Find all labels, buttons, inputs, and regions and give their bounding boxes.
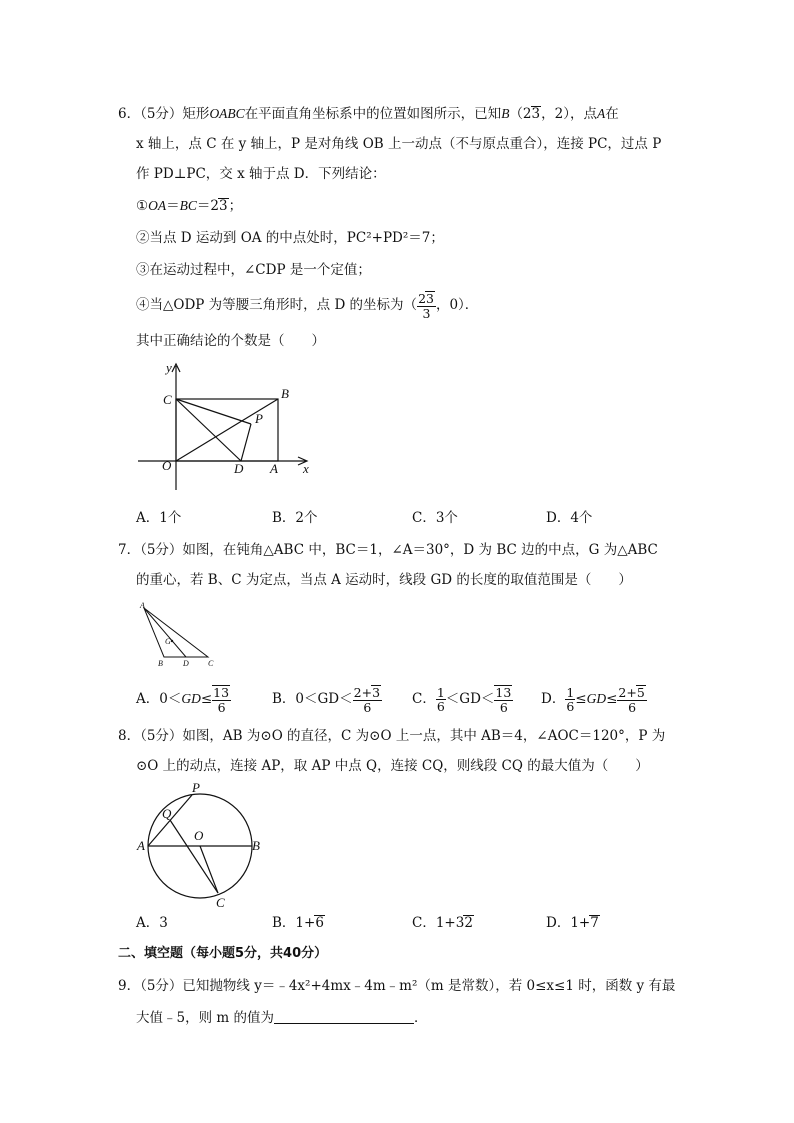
- label-D: D: [183, 659, 189, 668]
- label-A: A: [140, 601, 145, 610]
- point-G: [171, 640, 173, 642]
- q6-option-a[interactable]: A．1个: [136, 510, 182, 526]
- label-B: B: [158, 659, 163, 668]
- segment-PC: [176, 399, 251, 424]
- q7-option-a[interactable]: A．0＜GD≤ $\frac{13}{6}$: [136, 685, 230, 715]
- label-B: B: [252, 838, 260, 853]
- label-D: D: [234, 461, 244, 476]
- q8-option-d[interactable]: D．1+7: [546, 915, 599, 931]
- q8-option-b[interactable]: B．1+6: [272, 915, 324, 931]
- q6-option-c[interactable]: C．3个: [412, 510, 458, 526]
- triangle-ABC: [144, 608, 208, 657]
- q6-statement-1: ①OA＝BC＝23；: [136, 198, 243, 214]
- segment-PD: [241, 424, 251, 461]
- answer-blank[interactable]: [274, 1009, 414, 1024]
- label-G: G: [165, 637, 171, 646]
- q6-statement-3: ③在运动过程中，∠CDP 是一个定值；: [136, 262, 371, 278]
- q7-figure: [134, 600, 224, 670]
- label-C: C: [216, 895, 225, 910]
- segment-CD: [176, 399, 241, 461]
- q7-option-c[interactable]: C． $\frac{1}{6}$ ＜GD＜ $\frac{13}{6}$: [412, 685, 512, 715]
- label-x: x: [303, 461, 309, 476]
- label-A: A: [270, 461, 278, 476]
- q6-line2: x 轴上，点 C 在 y 轴上，P 是对角线 OB 上一动点（不与原点重合），连接 PC，过点 P: [136, 136, 662, 152]
- diagonal-OB: [176, 399, 278, 461]
- q8-option-c[interactable]: C．1+32: [412, 915, 473, 931]
- label-C: C: [163, 392, 172, 407]
- q6-option-b[interactable]: B．2个: [272, 510, 318, 526]
- q7-line1: 7．（5分）如图，在钝角△ABC 中，BC＝1，∠A＝30°，D 为 BC 边的中点，G 为△ABC: [118, 542, 658, 558]
- q6-question: 其中正确结论的个数是（ ）: [136, 333, 325, 349]
- median-AD: [144, 608, 186, 657]
- q6-figure: [130, 358, 320, 493]
- fraction-2sqrt3-over-3: $\frac{23}{3}$: [418, 291, 434, 321]
- q6-line1: 6．（5分）矩形OABC在平面直角坐标系中的位置如图所示，已知B（23，2），点A在: [118, 106, 619, 122]
- q7-line2: 的重心，若 B、C 为定点，当点 A 运动时，线段 GD 的长度的取值范围是（ ）: [136, 572, 632, 588]
- q7-option-b[interactable]: B．0＜GD＜ $\frac{2+3}{6}$: [272, 685, 381, 715]
- q6-option-d[interactable]: D．4个: [546, 510, 593, 526]
- q8-line2: ⊙O 上的动点，连接 AP，取 AP 中点 Q，连接 CQ，则线段 CQ 的最大值为（ ）: [136, 758, 649, 774]
- label-y: y: [166, 360, 172, 375]
- q6-line3: 作 PD⊥PC，交 x 轴于点 D．下列结论：: [136, 166, 386, 182]
- section-heading: 二、填空题（每小题5分，共40分）: [118, 946, 328, 961]
- label-C: C: [208, 659, 214, 668]
- q8-option-a[interactable]: A．3: [136, 915, 168, 931]
- q6-statement-4: ④当△ODP 为等腰三角形时，点 D 的坐标为（ $\frac{23}{3}$ ，0）．: [136, 291, 479, 321]
- q8-figure: [132, 780, 272, 910]
- label-O: O: [162, 458, 172, 473]
- label-Q: Q: [162, 806, 172, 821]
- label-P: P: [255, 411, 263, 426]
- q7-option-d[interactable]: D． $\frac{1}{6}$ ≤GD≤ $\frac{2+5}{6}$: [541, 685, 645, 715]
- label-B: B: [281, 386, 289, 401]
- q9-line2: 大值﹣5，则 m 的值为 ．: [136, 1010, 428, 1026]
- q9-line1: 9．（5分）已知抛物线 y＝﹣4x²+4mx﹣4m﹣m²（m 是常数），若 0≤x≤1 时，函数 y 有最: [118, 978, 676, 994]
- label-P: P: [192, 780, 200, 795]
- sqrt-3: 3: [531, 106, 541, 122]
- q6-statement-2: ②当点 D 运动到 OA 的中点处时，PC²+PD²＝7；: [136, 230, 444, 246]
- label-O: O: [194, 828, 204, 843]
- q8-line1: 8．（5分）如图，AB 为⊙O 的直径，C 为⊙O 上一点，其中 AB＝4，∠AOC＝120°，P 为: [118, 728, 666, 744]
- label-A: A: [137, 838, 145, 853]
